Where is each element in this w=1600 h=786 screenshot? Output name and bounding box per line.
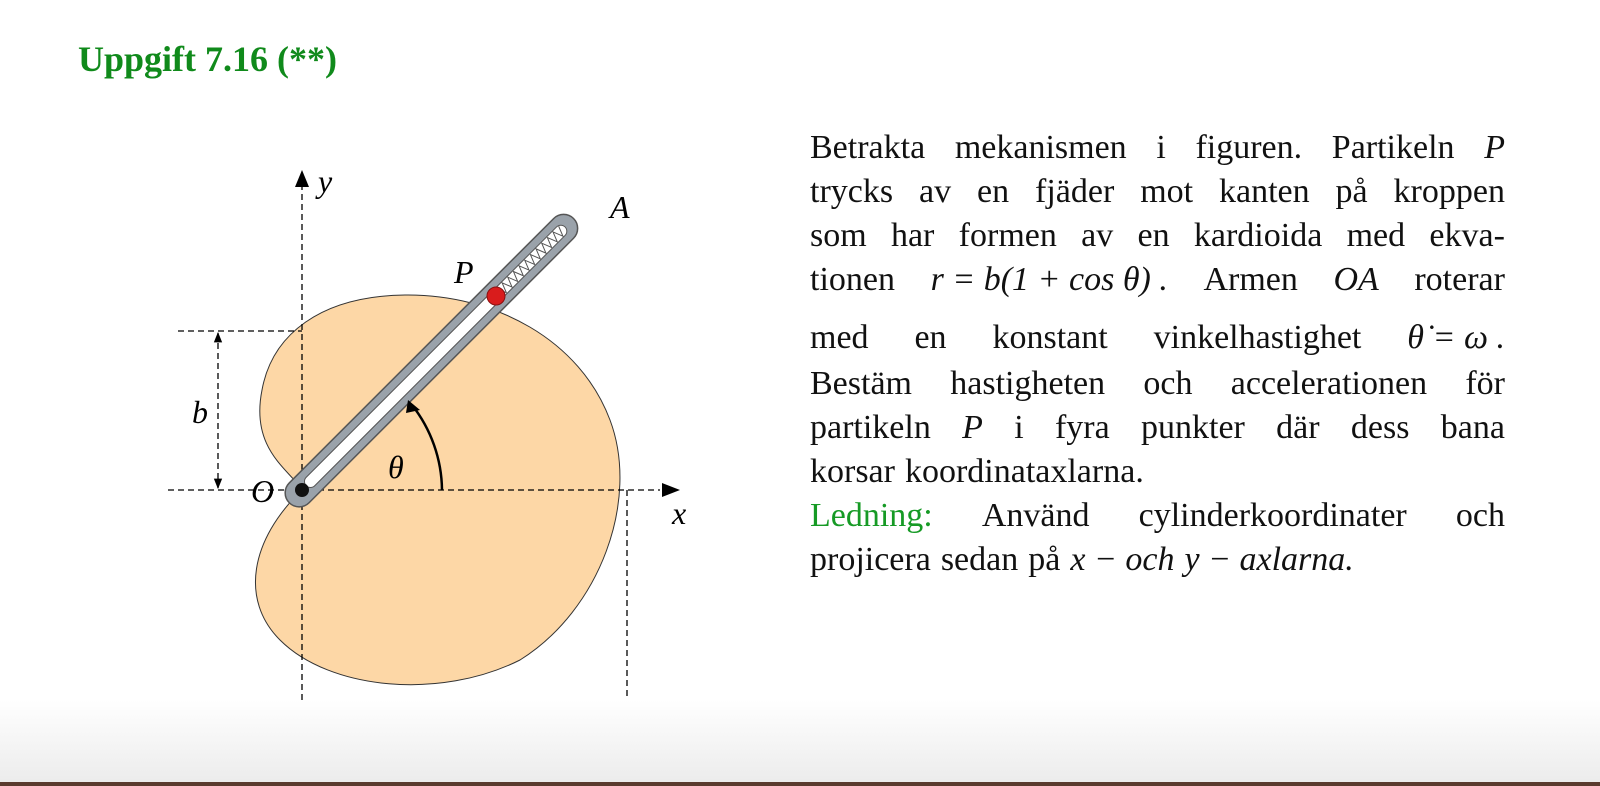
particle-p bbox=[487, 287, 505, 305]
y-axis-label: y bbox=[318, 163, 333, 199]
hint-line-1: Ledning: Använd cylinderkoordinater och bbox=[810, 494, 1505, 538]
x-axis-label: x bbox=[672, 495, 687, 531]
bottom-shadow bbox=[0, 700, 1600, 782]
problem-line-1: Betrakta mekanismen i figuren. Partikeln P bbox=[810, 129, 1505, 166]
cardioid-mechanism-figure bbox=[0, 0, 760, 786]
problem-line-8: korsar koordinataxlarna. bbox=[810, 453, 1144, 490]
problem-line-2: trycks av en fjäder mot kanten på kroppen bbox=[810, 173, 1505, 210]
particle-label: P bbox=[454, 254, 474, 290]
page-title: Uppgift 7.16 (**) bbox=[78, 39, 337, 79]
problem-line-3: som har formen av en kardioida med ekva- bbox=[810, 217, 1505, 254]
origin-label: O bbox=[251, 473, 275, 509]
problem-line-5: med en konstant vinkelhastighet θ̇ = ω . bbox=[810, 302, 1505, 362]
y-axis-arrow bbox=[295, 170, 309, 187]
problem-statement bbox=[810, 126, 1505, 582]
arm-end-label: A bbox=[610, 189, 630, 225]
problem-line-7: partikeln P i fyra punkter där dess bana bbox=[810, 409, 1505, 446]
problem-line-6: Bestäm hastigheten och accelerationen för bbox=[810, 365, 1505, 402]
bottom-border bbox=[0, 782, 1600, 786]
angle-label: θ bbox=[388, 449, 404, 485]
pivot-point bbox=[295, 483, 309, 497]
angular-velocity-equation: θ̇ = ω . bbox=[1407, 319, 1505, 356]
cardioid-equation: r = b(1 + cos θ) . bbox=[930, 261, 1168, 298]
problem-line-4: tionen r = b(1 + cos θ) . Armen OA roterar bbox=[810, 258, 1505, 302]
hint-line-2: projicera sedan på x − och y − axlarna. bbox=[810, 541, 1354, 578]
hint-label: Ledning: bbox=[810, 497, 933, 534]
height-dimension-label: b bbox=[192, 394, 208, 430]
